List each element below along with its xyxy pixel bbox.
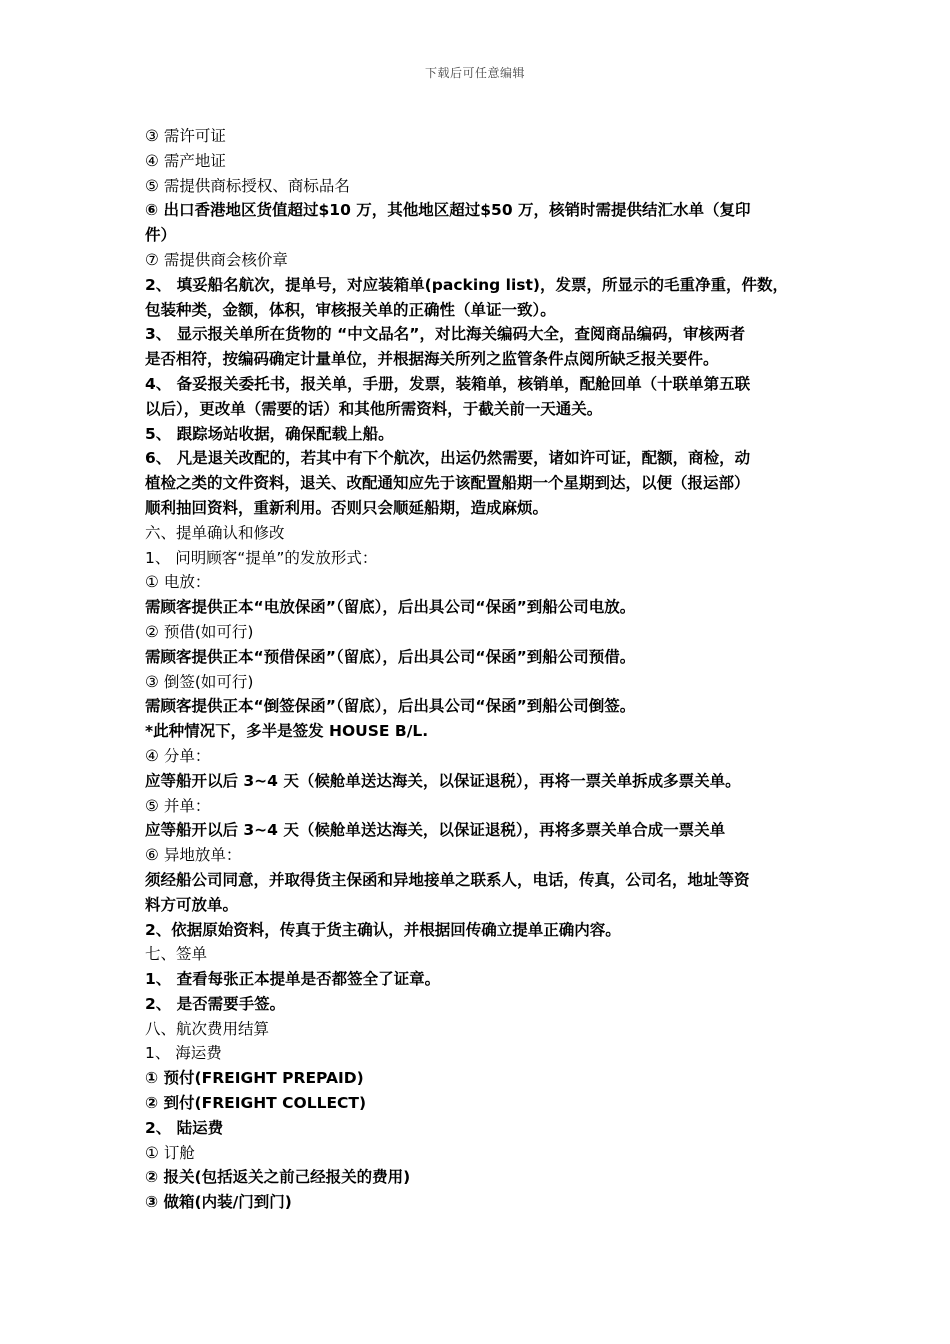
text-line: 需顾客提供正本“预借保函”（留底），后出具公司“保函”到船公司预借。 — [145, 647, 636, 666]
text-line: 2、 陆运费 — [145, 1118, 224, 1137]
text-line: 6、 凡是退关改配的，若其中有下个航次，出运仍然需要，诸如许可证，配额，商检，动 — [145, 449, 751, 468]
text-line: ② 报关(包括返关之前己经报关的费用) — [145, 1168, 411, 1187]
text-line: 1、 问明顾客“提单”的发放形式： — [145, 548, 378, 567]
text-line: 4、 备妥报关委托书，报关单，手册，发票，装箱单，核销单，配舱回单（十联单第五联 — [145, 374, 751, 393]
text-line: ⑤ 需提供商标授权、商标品名 — [145, 176, 350, 195]
text-line: ④ 分单： — [145, 746, 211, 765]
text-line: 2、 填妥船名航次，提单号，对应装箱单(packing list)，发票，所显示的毛重净重，件数， — [145, 275, 789, 294]
text-line: 六、提单确认和修改 — [145, 523, 285, 542]
text-line: ② 预借(如可行) — [145, 622, 254, 641]
text-line: 1、 查看每张正本提单是否都签全了证章。 — [145, 970, 441, 989]
text-line: 应等船开以后 3~4 天（候舱单送达海关，以保证退税），再将一票关单拆成多票关单。 — [145, 771, 741, 790]
text-line: 以后），更改单（需要的话）和其他所需资料，于截关前一天通关。 — [145, 399, 603, 418]
text-line: 1、 海运费 — [145, 1044, 222, 1063]
text-line: 件） — [145, 226, 177, 245]
text-line: ① 电放： — [145, 573, 211, 592]
text-line: 3、 显示报关单所在货物的 “中文品名”，对比海关编码大全，查阅商品编码，审核两者 — [145, 325, 745, 344]
text-line: 植检之类的文件资料，退关、改配通知应先于该配置船期一个星期到达，以便（报运部） — [145, 474, 750, 493]
text-line: ③ 需许可证 — [145, 127, 226, 145]
text-line: 需顾客提供正本“电放保函”（留底），后出具公司“保函”到船公司电放。 — [145, 598, 636, 617]
text-line: 是否相符，按编码确定计量单位，并根据海关所列之监管条件点阅所缺乏报关要件。 — [145, 350, 719, 369]
text-line: ④ 需产地证 — [145, 151, 226, 170]
text-line: 2、 是否需要手签。 — [145, 994, 286, 1013]
text-line: ① 订舱 — [145, 1143, 195, 1162]
text-line: *此种情况下，多半是签发 HOUSE B/L. — [145, 722, 429, 741]
text-line: ⑤ 并单： — [145, 796, 211, 815]
text-line: 七、签单 — [145, 945, 208, 964]
text-line: 八、航次费用结算 — [145, 1019, 270, 1038]
text-line: ① 预付(FREIGHT PREPAID) — [145, 1069, 364, 1088]
text-line: ③ 做箱(内装/门到门) — [145, 1193, 292, 1212]
text-line: ⑥ 出口香港地区货值超过$10 万，其他地区超过$50 万，核销时需提供结汇水单（复印 — [145, 201, 751, 220]
text-line: 顺利抽回资料，重新利用。否则只会顺延船期，造成麻烦。 — [145, 498, 549, 517]
text-line: ③ 倒签(如可行) — [145, 672, 254, 691]
text-line: 须经船公司同意，并取得货主保函和异地接单之联系人，电话，传真，公司名，地址等资 — [145, 870, 750, 889]
page-header: 下载后可任意编辑 — [424, 66, 525, 80]
text-line: ② 到付(FREIGHT COLLECT) — [145, 1094, 367, 1113]
text-line: 料方可放单。 — [145, 895, 239, 914]
text-line: 应等船开以后 3~4 天（候舱单送达海关，以保证退税），再将多票关单合成一票关单 — [145, 821, 726, 840]
text-line: 5、 跟踪场站收据，确保配载上船。 — [145, 424, 394, 443]
text-line: 2、依据原始资料，传真于货主确认，并根据回传确立提单正确内容。 — [145, 920, 621, 939]
text-line: 包装种类，金额，体积，审核报关单的正确性（单证一致）。 — [145, 300, 556, 319]
text-line: ⑥ 异地放单： — [145, 846, 242, 865]
text-line: ⑦ 需提供商会核价章 — [145, 250, 288, 269]
text-line: 需顾客提供正本“倒签保函”（留底），后出具公司“保函”到船公司倒签。 — [145, 697, 636, 716]
document-body — [145, 124, 805, 1215]
